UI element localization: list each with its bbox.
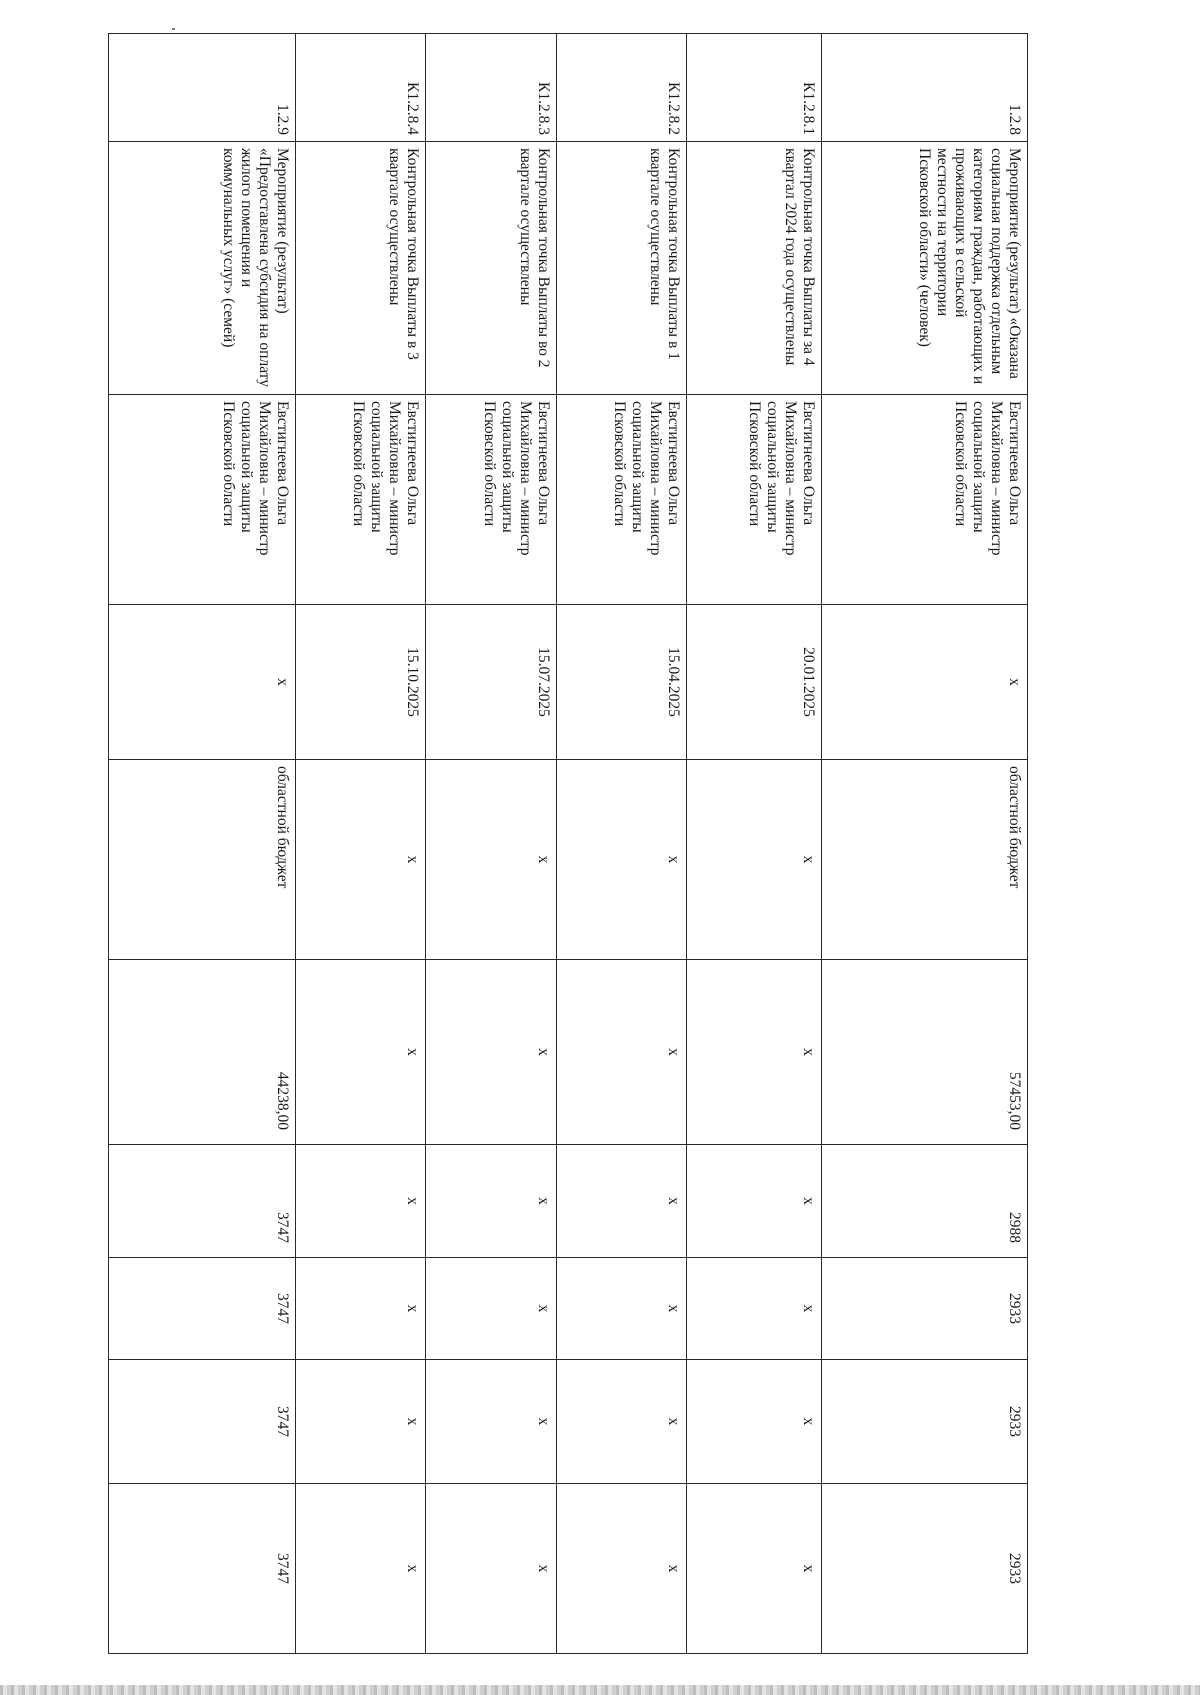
table-row [109, 34, 296, 1654]
row-value-2: x [426, 1258, 556, 1360]
row-source: x [686, 760, 821, 960]
row-value-3: x [556, 1360, 686, 1484]
row-date: 15.10.2025 [296, 605, 426, 760]
row-source: областной бюджет [109, 760, 296, 960]
row-value-4: x [686, 1484, 821, 1654]
row-number: 1.2.8 [821, 34, 1027, 142]
row-number: К1.2.8.1 [686, 34, 821, 142]
row-responsible: Евстигнеева Ольга Михайловна – министр социальной защиты Псковской области [109, 395, 296, 605]
table-row [556, 34, 686, 1654]
scan-edge-strip [0, 1685, 1200, 1695]
row-value-1: x [426, 1145, 556, 1258]
row-number: 1.2.9 [109, 34, 296, 142]
row-responsible: Евстигнеева Ольга Михайловна – министр социальной защиты Псковской области [556, 395, 686, 605]
row-value-2: 3747 [109, 1258, 296, 1360]
row-value-1: x [296, 1145, 426, 1258]
row-source: областной бюджет [821, 760, 1027, 960]
row-value-4: x [296, 1484, 426, 1654]
row-source: x [426, 760, 556, 960]
table-row [296, 34, 426, 1654]
row-amount: x [556, 960, 686, 1145]
row-number: К1.2.8.4 [296, 34, 426, 142]
row-value-3: 2933 [821, 1360, 1027, 1484]
row-date: 15.07.2025 [426, 605, 556, 760]
row-responsible: Евстигнеева Ольга Михайловна – министр социальной защиты Псковской области [296, 395, 426, 605]
row-value-1: 2988 [821, 1145, 1027, 1258]
row-value-2: x [686, 1258, 821, 1360]
row-responsible: Евстигнеева Ольга Михайловна – министр социальной защиты Псковской области [821, 395, 1027, 605]
row-amount: x [686, 960, 821, 1145]
row-amount: 44238,00 [109, 960, 296, 1145]
row-source: x [556, 760, 686, 960]
table-row [686, 34, 821, 1654]
row-name: Контрольная точка Выплаты в 3 квартале осуществлены [296, 142, 426, 395]
row-amount: x [296, 960, 426, 1145]
row-date: x [109, 605, 296, 760]
row-value-4: x [426, 1484, 556, 1654]
row-value-4: x [556, 1484, 686, 1654]
row-value-1: x [556, 1145, 686, 1258]
row-value-2: x [556, 1258, 686, 1360]
program-measures-table [108, 33, 1028, 1654]
row-value-1: 3747 [109, 1145, 296, 1258]
row-responsible: Евстигнеева Ольга Михайловна – министр социальной защиты Псковской области [426, 395, 556, 605]
table-row [821, 34, 1027, 1654]
row-date: 20.01.2025 [686, 605, 821, 760]
row-responsible: Евстигнеева Ольга Михайловна – министр социальной защиты Псковской области [686, 395, 821, 605]
row-name: Мероприятие (результат) «Предоставлена субсидия на оплату жилого помещения и коммунальных услуг» (семей) [109, 142, 296, 395]
row-name: Контрольная точка Выплаты в 1 квартале осуществлены [556, 142, 686, 395]
row-source: x [296, 760, 426, 960]
row-name: Контрольная точка Выплаты во 2 квартале осуществлены [426, 142, 556, 395]
row-name: Контрольная точка Выплаты за 4 квартал 2024 года осуществлены [686, 142, 821, 395]
scan-speck [172, 28, 175, 30]
row-value-3: 3747 [109, 1360, 296, 1484]
row-value-3: x [296, 1360, 426, 1484]
row-value-3: x [686, 1360, 821, 1484]
row-value-2: x [296, 1258, 426, 1360]
row-value-4: 3747 [109, 1484, 296, 1654]
row-amount: x [426, 960, 556, 1145]
table-row [426, 34, 556, 1654]
row-amount: 57453,00 [821, 960, 1027, 1145]
row-value-4: 2933 [821, 1484, 1027, 1654]
row-value-1: x [686, 1145, 821, 1258]
row-value-3: x [426, 1360, 556, 1484]
row-date: 15.04.2025 [556, 605, 686, 760]
row-value-2: 2933 [821, 1258, 1027, 1360]
row-number: К1.2.8.2 [556, 34, 686, 142]
row-date: x [821, 605, 1027, 760]
row-name: Мероприятие (результат) «Оказана социальная поддержка отдельным категориям граждан, работающих и проживающих в сельской местности на территории Псковской области» (человек) [821, 142, 1027, 395]
row-number: К1.2.8.3 [426, 34, 556, 142]
rotated-table-wrapper [108, 33, 1028, 1653]
